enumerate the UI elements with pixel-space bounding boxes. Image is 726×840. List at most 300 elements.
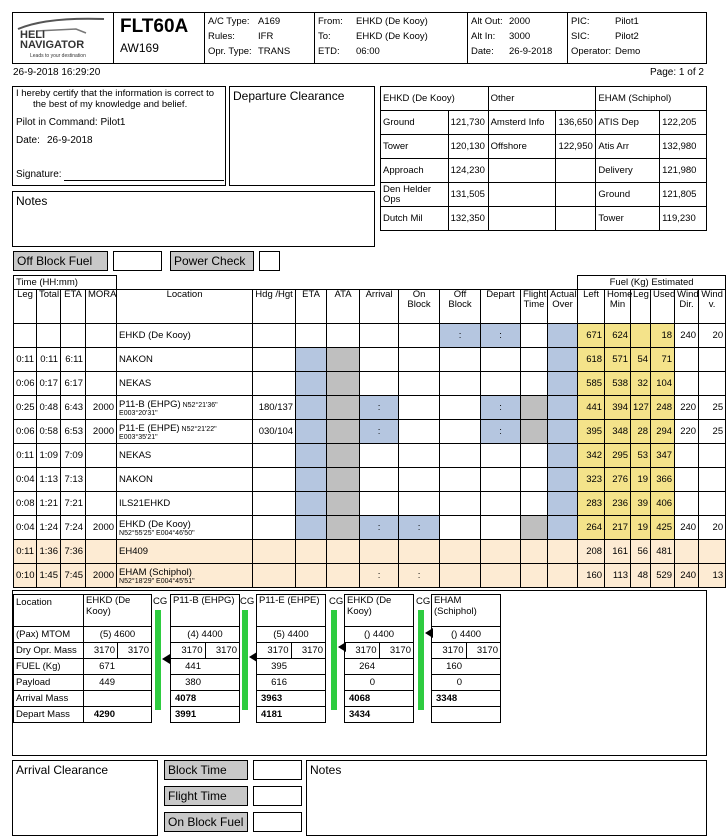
mass-dep: 4181 (257, 707, 326, 723)
nav-col-header: Home Min (605, 290, 631, 324)
on-block-fuel-input[interactable] (253, 812, 302, 832)
nav-col-header: Actual Over (548, 290, 578, 324)
freq-station: Tower (381, 135, 449, 159)
power-check-input[interactable] (259, 251, 280, 271)
nav-cell-used: 294 (651, 420, 675, 444)
location-name: P11-E (EHPE) (119, 422, 180, 434)
nav-cell-ata[interactable] (327, 516, 360, 540)
departure-clearance-label: Departure Clearance (233, 89, 345, 103)
nav-location (117, 324, 253, 348)
mass-dep: 3434 (345, 707, 414, 723)
nav-cell-off-block[interactable] (440, 564, 481, 588)
nav-cell-leg: 0:08 (14, 492, 37, 516)
nav-cell-depart[interactable] (481, 516, 521, 540)
nav-cell-eta[interactable] (296, 420, 327, 444)
nav-row (14, 396, 726, 420)
freq-station: Ground (596, 183, 660, 207)
nav-cell-wind-v- (699, 372, 726, 396)
nav-row (14, 516, 726, 540)
mass-payload: 616 (257, 675, 326, 691)
dry-mass: 3170 (291, 643, 326, 659)
nav-cell-left: 441 (578, 396, 605, 420)
nav-cell-on-block[interactable]: : (399, 564, 440, 588)
nav-cell-off-block[interactable] (440, 468, 481, 492)
nav-cell-leg (14, 324, 37, 348)
nav-cell-mora: 2000 (86, 516, 117, 540)
nav-cell-left: 208 (578, 540, 605, 564)
freq-station: Tower (596, 207, 660, 231)
mass-row-label: Location (14, 595, 84, 627)
nav-cell-wind-v-: 20 (699, 324, 726, 348)
nav-cell-total: 0:11 (37, 348, 61, 372)
nav-cell-actual-over[interactable] (548, 396, 578, 420)
nav-cell-off-block[interactable] (440, 540, 481, 564)
nav-col-header: Total (37, 290, 61, 324)
location-name: ILS21EHKD (119, 498, 171, 509)
on-block-fuel-button[interactable]: On Block Fuel (164, 812, 248, 832)
nav-cell-wind-v-: 20 (699, 516, 726, 540)
nav-cell-wind-dir-: 240 (675, 564, 699, 588)
nav-cell-used: 406 (651, 492, 675, 516)
freq-station: Dutch Mil (381, 207, 449, 231)
mass-fuel: 264 (345, 659, 414, 675)
cg-arrow-icon (249, 652, 257, 662)
mass-arr (84, 691, 152, 707)
nav-cell-actual-over[interactable] (548, 564, 578, 588)
nav-cell-ata[interactable] (327, 420, 360, 444)
nav-cell-on-block[interactable] (399, 468, 440, 492)
cg-label: CG (416, 596, 431, 607)
nav-cell-off-block[interactable] (440, 492, 481, 516)
nav-cell-home-min: 348 (605, 420, 631, 444)
nav-cell-wind-dir- (675, 372, 699, 396)
nav-cell-flight-time[interactable] (521, 444, 548, 468)
route-info: From: EHKD (De Kooy) To: EHKD (De Kooy) ETD: 06:00 (318, 16, 428, 57)
nav-cell-ata[interactable] (327, 492, 360, 516)
nav-cell-actual-over[interactable] (548, 516, 578, 540)
mass-fuel: 671 (84, 659, 152, 675)
nav-cell-ata[interactable] (327, 540, 360, 564)
nav-cell-used: 425 (651, 516, 675, 540)
nav-cell-flight-time[interactable] (521, 564, 548, 588)
nav-cell-leg: 19 (631, 468, 651, 492)
nav-cell-on-block[interactable]: : (399, 516, 440, 540)
nav-cell-home-min: 276 (605, 468, 631, 492)
nav-cell-depart[interactable] (481, 348, 521, 372)
nav-cell-used: 104 (651, 372, 675, 396)
nav-cell-eta: 6:53 (61, 420, 86, 444)
nav-col-header: Depart (481, 290, 521, 324)
nav-cell-on-block[interactable] (399, 372, 440, 396)
nav-cell-eta[interactable] (296, 468, 327, 492)
mass-column (170, 594, 240, 723)
nav-col-header: ATA (327, 290, 360, 324)
flight-time-button[interactable]: Flight Time (164, 786, 248, 806)
nav-cell-left: 264 (578, 516, 605, 540)
nav-row (14, 492, 726, 516)
mass-arr: 3348 (432, 691, 501, 707)
time-header: Time (HH:mm) (14, 276, 117, 290)
nav-cell-on-block[interactable] (399, 444, 440, 468)
nav-cell-arrival[interactable] (360, 492, 399, 516)
nav-cell-on-block[interactable] (399, 540, 440, 564)
mass-row-label: Depart Mass (14, 707, 84, 723)
nav-cell-arrival[interactable] (360, 444, 399, 468)
nav-cell-depart[interactable]: : (481, 420, 521, 444)
nav-cell-on-block[interactable] (399, 492, 440, 516)
nav-cell-used: 529 (651, 564, 675, 588)
nav-cell-home-min: 538 (605, 372, 631, 396)
nav-cell-depart[interactable] (481, 372, 521, 396)
nav-cell-left: 618 (578, 348, 605, 372)
mass-column (256, 594, 326, 723)
nav-cell-total: 0:48 (37, 396, 61, 420)
nav-cell-left: 395 (578, 420, 605, 444)
mass-arr: 3963 (257, 691, 326, 707)
mass-fuel: 441 (171, 659, 240, 675)
freq-value: 136,650 (556, 111, 596, 135)
location-name: NEKAS (119, 378, 152, 389)
notes-bottom-label: Notes (310, 763, 342, 777)
nav-cell-mora (86, 324, 117, 348)
mass-mtom: () 4400 (345, 627, 414, 643)
nav-cell-arrival[interactable] (360, 540, 399, 564)
location-lat: N52°21'22" (181, 425, 217, 433)
block-time-button[interactable]: Block Time (164, 760, 248, 780)
nav-cell-arrival[interactable] (360, 372, 399, 396)
nav-row (14, 372, 726, 396)
logo-tagline: Leads to your destination (30, 53, 86, 59)
notes-box[interactable] (12, 191, 375, 247)
nav-cell-hdg-hgt (253, 372, 296, 396)
nav-col-header: Off Block (440, 290, 481, 324)
nav-cell-wind-dir-: 220 (675, 420, 699, 444)
nav-cell-wind-v- (699, 444, 726, 468)
nav-cell-actual-over[interactable] (548, 492, 578, 516)
nav-cell-depart[interactable] (481, 468, 521, 492)
nav-row (14, 468, 726, 492)
freq-row (381, 135, 707, 159)
nav-cell-leg: 56 (631, 540, 651, 564)
nav-cell-on-block[interactable] (399, 348, 440, 372)
nav-cell-depart[interactable]: : (481, 396, 521, 420)
freq-row (381, 159, 707, 183)
nav-cell-eta[interactable] (296, 540, 327, 564)
nav-row (14, 540, 726, 564)
nav-col-header: Flight Time (521, 290, 548, 324)
nav-cell-wind-dir- (675, 540, 699, 564)
freq-value: 121,805 (660, 183, 707, 207)
nav-row (14, 444, 726, 468)
nav-cell-home-min: 161 (605, 540, 631, 564)
nav-cell-arrival[interactable]: : (360, 564, 399, 588)
cg-bar (418, 610, 424, 710)
freq-station: Ground (381, 111, 449, 135)
nav-col-header: Used (651, 290, 675, 324)
nav-cell-wind-dir- (675, 348, 699, 372)
nav-cell-on-block[interactable] (399, 324, 440, 348)
nav-cell-wind-dir-: 220 (675, 396, 699, 420)
nav-cell-depart[interactable] (481, 540, 521, 564)
nav-cell-leg: 54 (631, 348, 651, 372)
nav-cell-flight-time[interactable] (521, 492, 548, 516)
nav-cell-on-block[interactable] (399, 396, 440, 420)
mass-mtom: () 4400 (432, 627, 501, 643)
nav-cell-eta[interactable] (296, 444, 327, 468)
mass-loc: P11-E (EHPE) (257, 595, 326, 627)
cert-date-label: Date: (16, 135, 40, 146)
nav-cell-flight-time[interactable] (521, 348, 548, 372)
nav-cell-arrival[interactable] (360, 468, 399, 492)
nav-cell-mora: 2000 (86, 420, 117, 444)
mass-mtom: (4) 4400 (171, 627, 240, 643)
mass-column (13, 594, 152, 723)
nav-cell-home-min: 217 (605, 516, 631, 540)
mass-payload: 449 (84, 675, 152, 691)
freq-station: ATIS Dep (596, 111, 660, 135)
nav-cell-ata[interactable] (327, 348, 360, 372)
nav-cell-leg: 28 (631, 420, 651, 444)
nav-cell-on-block[interactable] (399, 420, 440, 444)
nav-cell-leg: 48 (631, 564, 651, 588)
nav-cell-leg: 0:11 (14, 348, 37, 372)
nav-cell-leg: 0:25 (14, 396, 37, 420)
freq-value: 131,505 (448, 183, 488, 207)
nav-cell-eta (61, 324, 86, 348)
location-coord: N52°18'29" E004°45'51" (119, 577, 195, 585)
freq-station: Amsterd Info (488, 111, 556, 135)
nav-col-header: Hdg /Hgt (253, 290, 296, 324)
mass-mtom: (5) 4600 (84, 627, 152, 643)
nav-cell-leg (631, 324, 651, 348)
freq-value (556, 207, 596, 231)
cg-label: CG (153, 596, 168, 607)
nav-cell-mora (86, 444, 117, 468)
nav-cell-leg: 0:04 (14, 516, 37, 540)
nav-cell-ata[interactable] (327, 468, 360, 492)
nav-col-header: MORA (86, 290, 117, 324)
nav-cell-flight-time[interactable] (521, 372, 548, 396)
dry-mass: 3170 (171, 643, 206, 659)
nav-cell-depart[interactable] (481, 564, 521, 588)
nav-cell-arrival[interactable] (360, 324, 399, 348)
location-name: EH409 (119, 546, 149, 557)
nav-cell-eta: 7:36 (61, 540, 86, 564)
off-block-fuel-input[interactable] (113, 251, 162, 271)
mass-payload: 0 (432, 675, 501, 691)
mass-row-label: Dry Opr. Mass (14, 643, 84, 659)
nav-cell-flight-time[interactable] (521, 540, 548, 564)
nav-cell-actual-over[interactable] (548, 420, 578, 444)
nav-col-header: On Block (399, 290, 440, 324)
cg-arrow-icon (425, 628, 433, 638)
nav-cell-wind-dir- (675, 444, 699, 468)
arrival-clearance-label: Arrival Clearance (16, 763, 109, 777)
nav-cell-ata[interactable] (327, 564, 360, 588)
nav-cell-leg: 0:11 (14, 540, 37, 564)
nav-cell-eta[interactable] (296, 372, 327, 396)
nav-cell-off-block[interactable] (440, 396, 481, 420)
nav-row (14, 420, 726, 444)
nav-cell-wind-v- (699, 492, 726, 516)
nav-cell-wind-v-: 25 (699, 396, 726, 420)
nav-cell-hdg-hgt (253, 540, 296, 564)
nav-cell-total: 1:13 (37, 468, 61, 492)
nav-cell-depart[interactable] (481, 492, 521, 516)
mass-dep (432, 707, 501, 723)
mass-loc: EHKD (De Kooy) (345, 595, 414, 627)
nav-col-header: Arrival (360, 290, 399, 324)
location-name: NEKAS (119, 450, 152, 461)
nav-cell-eta[interactable] (296, 324, 327, 348)
nav-cell-used: 347 (651, 444, 675, 468)
nav-cell-arrival[interactable]: : (360, 516, 399, 540)
nav-cell-used: 18 (651, 324, 675, 348)
cert-pic: Pilot in Command: Pilot1 (16, 117, 126, 128)
dry-mass: 3170 (379, 643, 414, 659)
cg-bar (331, 610, 337, 710)
nav-col-header: Wind Dir. (675, 290, 699, 324)
nav-cell-off-block[interactable] (440, 420, 481, 444)
nav-cell-off-block[interactable] (440, 444, 481, 468)
nav-cell-mora (86, 540, 117, 564)
nav-cell-eta[interactable] (296, 396, 327, 420)
off-block-fuel-button[interactable]: Off Block Fuel (13, 251, 108, 271)
logo (16, 15, 108, 61)
cert-signature: Signature: (16, 169, 62, 180)
mass-dep: 3991 (171, 707, 240, 723)
nav-location (117, 564, 253, 588)
nav-col-header: Wind v. (699, 290, 726, 324)
flight-time-input[interactable] (253, 786, 302, 806)
nav-col-header: ETA (296, 290, 327, 324)
nav-cell-ata[interactable] (327, 444, 360, 468)
freq-value: 120,130 (448, 135, 488, 159)
notes-bottom-box[interactable] (306, 760, 707, 836)
mass-arr: 4068 (345, 691, 414, 707)
nav-cell-actual-over[interactable] (548, 444, 578, 468)
nav-cell-flight-time[interactable] (521, 420, 548, 444)
alt-info: Alt Out: 2000 Alt In: 3000 Date: 26-9-2018 (471, 16, 553, 57)
nav-cell-hdg-hgt: 180/137 (253, 396, 296, 420)
nav-cell-arrival[interactable] (360, 348, 399, 372)
nav-cell-eta[interactable] (296, 564, 327, 588)
nav-cell-flight-time[interactable] (521, 324, 548, 348)
nav-cell-eta[interactable] (296, 516, 327, 540)
nav-cell-ata[interactable] (327, 372, 360, 396)
power-check-button[interactable]: Power Check (170, 251, 254, 271)
logo-navigator: NAVIGATOR (20, 39, 85, 51)
freq-station: Den Helder Ops (381, 183, 449, 207)
page-indicator: Page: 1 of 2 (650, 67, 704, 78)
location-name: EHKD (De Kooy) (119, 518, 191, 530)
mass-dep: 4290 (84, 707, 152, 723)
location-lat: N52°21'36" (182, 401, 218, 409)
nav-cell-actual-over[interactable] (548, 348, 578, 372)
nav-cell-hdg-hgt (253, 348, 296, 372)
nav-location (117, 444, 253, 468)
nav-cell-total: 1:24 (37, 516, 61, 540)
nav-cell-mora (86, 492, 117, 516)
nav-cell-leg: 39 (631, 492, 651, 516)
nav-cell-home-min: 236 (605, 492, 631, 516)
crew-info: PIC: Pilot1 SIC: Pilot2 Operator: Demo (571, 16, 641, 57)
nav-cell-leg: 0:06 (14, 420, 37, 444)
nav-cell-wind-v- (699, 540, 726, 564)
dry-mass: 3170 (118, 643, 152, 659)
nav-cell-left: 671 (578, 324, 605, 348)
nav-cell-arrival[interactable]: : (360, 396, 399, 420)
nav-cell-off-block[interactable] (440, 372, 481, 396)
freq-value (556, 159, 596, 183)
cg-label: CG (329, 596, 344, 607)
nav-location (117, 420, 253, 444)
nav-cell-arrival[interactable]: : (360, 420, 399, 444)
nav-cell-ata[interactable] (327, 324, 360, 348)
nav-cell-eta: 7:13 (61, 468, 86, 492)
mass-fuel: 395 (257, 659, 326, 675)
nav-cell-hdg-hgt (253, 444, 296, 468)
mass-arr: 4078 (171, 691, 240, 707)
freq-station (488, 183, 556, 207)
nav-cell-actual-over[interactable] (548, 468, 578, 492)
nav-cell-eta[interactable] (296, 348, 327, 372)
nav-location (117, 396, 253, 420)
nav-cell-eta: 7:21 (61, 492, 86, 516)
mass-loc: EHKD (De Kooy) (84, 595, 152, 627)
nav-col-header: Left (578, 290, 605, 324)
cert-line1: I hereby certify that the information is correct to (16, 88, 215, 99)
nav-cell-wind-dir- (675, 468, 699, 492)
nav-cell-flight-time[interactable] (521, 468, 548, 492)
mass-payload: 0 (345, 675, 414, 691)
nav-cell-left: 342 (578, 444, 605, 468)
mass-loc: EHAM (Schiphol) (432, 595, 501, 627)
nav-cell-eta: 6:43 (61, 396, 86, 420)
fuel-header: Fuel (Kg) Estimated (578, 276, 726, 290)
freq-value: 132,350 (448, 207, 488, 231)
nav-cell-flight-time[interactable] (521, 516, 548, 540)
nav-cell-actual-over[interactable] (548, 372, 578, 396)
nav-row (14, 564, 726, 588)
nav-cell-flight-time[interactable] (521, 396, 548, 420)
nav-cell-hdg-hgt (253, 492, 296, 516)
nav-cell-eta: 7:45 (61, 564, 86, 588)
block-time-input[interactable] (253, 760, 302, 780)
nav-cell-hdg-hgt (253, 468, 296, 492)
nav-cell-leg: 127 (631, 396, 651, 420)
nav-cell-hdg-hgt: 030/104 (253, 420, 296, 444)
flight-number: FLT60A (120, 16, 189, 37)
nav-cell-actual-over[interactable] (548, 324, 578, 348)
nav-cell-actual-over[interactable] (548, 540, 578, 564)
dry-mass: 3170 (257, 643, 292, 659)
nav-cell-off-block[interactable]: : (440, 324, 481, 348)
dry-mass: 3170 (84, 643, 118, 659)
location-name: EHAM (Schiphol) (119, 566, 192, 578)
location-name: NAKON (119, 474, 153, 485)
nav-cell-eta[interactable] (296, 492, 327, 516)
nav-cell-home-min: 571 (605, 348, 631, 372)
nav-cell-ata[interactable] (327, 396, 360, 420)
nav-cell-off-block[interactable] (440, 516, 481, 540)
dry-mass: 3170 (432, 643, 467, 659)
nav-cell-depart[interactable]: : (481, 324, 521, 348)
nav-cell-off-block[interactable] (440, 348, 481, 372)
nav-cell-depart[interactable] (481, 444, 521, 468)
location-coord: N52°55'25" E004°46'50" (119, 529, 195, 537)
nav-location (117, 348, 253, 372)
